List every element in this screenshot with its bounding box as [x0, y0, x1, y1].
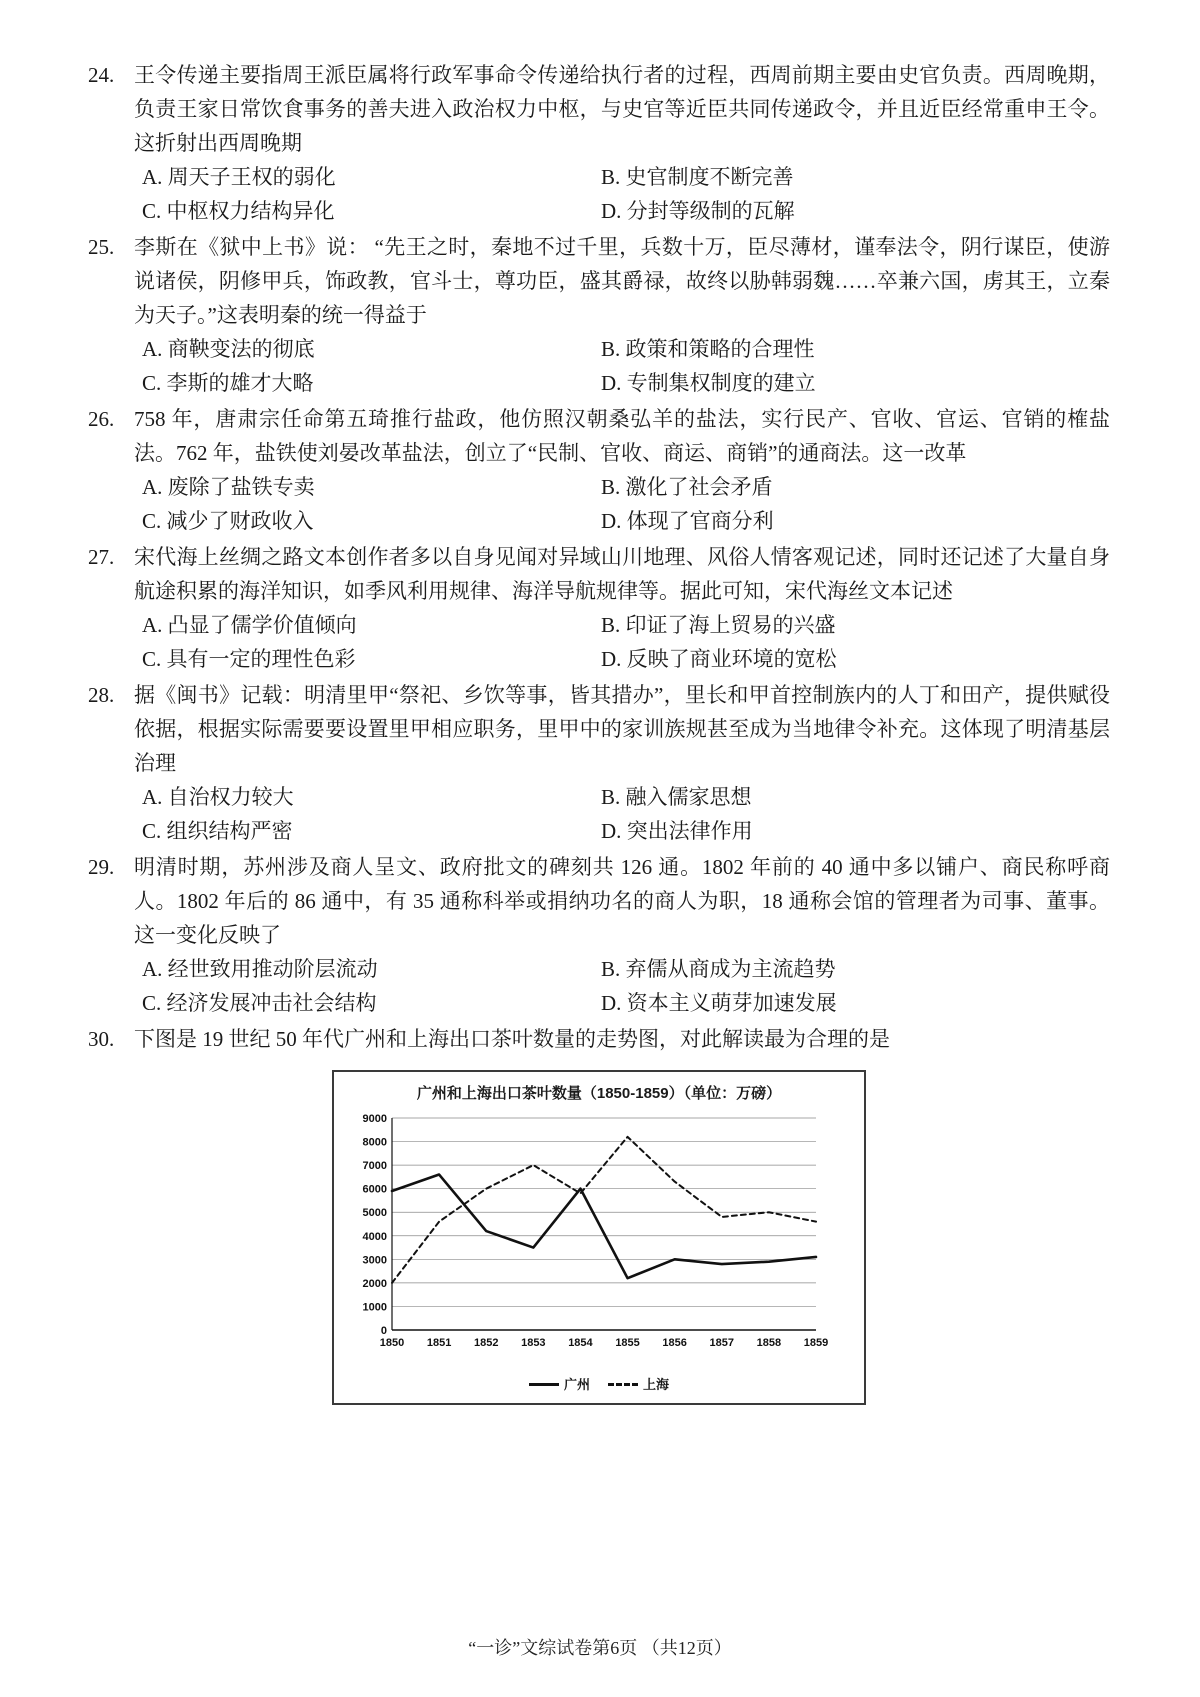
svg-text:7000: 7000: [362, 1160, 387, 1173]
option-c: C. 经济发展冲击社会结构: [142, 991, 377, 1016]
chart-legend: [344, 1374, 854, 1395]
svg-text:1000: 1000: [362, 1301, 387, 1314]
option-d: D. 反映了商业环境的宽松: [600, 647, 837, 672]
option-c: C. 减少了财政收入: [142, 509, 314, 534]
option-group: [134, 952, 1110, 1020]
option-d: D. 体现了官商分利: [600, 509, 774, 534]
option-b: B. 史官制度不断完善: [600, 165, 794, 190]
svg-text:1856: 1856: [662, 1336, 687, 1349]
svg-text:0: 0: [380, 1324, 387, 1337]
question-stem: 758 年，唐肃宗任命第五琦推行盐政，他仿照汉朝桑弘羊的盐法，实行民产、官收、官运、官销的榷盐法。762 年，盐铁使刘晏改革盐法，创立了“民制、官收、商运、商销”的通商法。这一改革: [134, 407, 1110, 466]
option-c: C. 李斯的雄才大略: [142, 371, 314, 396]
option-b: B. 弃儒从商成为主流趋势: [600, 957, 836, 982]
svg-text:1859: 1859: [803, 1336, 829, 1349]
option-a: A. 经世致用推动阶层流动: [142, 957, 378, 982]
tea-export-figure: [88, 1070, 1110, 1405]
option-d: D. 资本主义萌芽加速发展: [600, 991, 837, 1016]
dashed-line-icon: [608, 1383, 638, 1386]
svg-text:1857: 1857: [709, 1336, 735, 1349]
question-stem: 下图是 19 世纪 50 年代广州和上海出口茶叶数量的走势图，对此解读最为合理的是: [134, 1027, 890, 1052]
option-c: C. 组织结构严密: [142, 819, 293, 844]
question-number: 29.: [88, 855, 115, 880]
page-footer: “一诊”文综试卷第6页 （共12页）: [468, 1637, 732, 1658]
option-a: A. 周天子王权的弱化: [142, 165, 336, 190]
question-29: [88, 850, 1110, 1020]
option-d: D. 分封等级制的瓦解: [600, 199, 795, 224]
svg-text:1855: 1855: [615, 1336, 640, 1349]
question-24: [88, 58, 1110, 228]
option-b: B. 激化了社会矛盾: [600, 475, 773, 500]
line-chart: [344, 1110, 830, 1362]
question-stem: 明清时期，苏州涉及商人呈文、政府批文的碑刻共 126 通。1802 年前的 40 通中多以铺户、商民称呼商人。1802 年后的 86 通中，有 35 通称科举或捐纳功名的商人为职，18 通称会馆的管理者为司事、董事。这一变化反映了: [134, 855, 1110, 948]
option-c: C. 具有一定的理性色彩: [142, 647, 356, 672]
svg-text:5000: 5000: [362, 1207, 387, 1220]
question-27: [88, 540, 1110, 676]
svg-text:3000: 3000: [362, 1254, 387, 1267]
question-stem: 王令传递主要指周王派臣属将行政军事命令传递给执行者的过程，西周前期主要由史官负责。西周晚期，负责王家日常饮食事务的善夫进入政治权力中枢，与史官等近臣共同传递政令，并且近臣经常重申王令。这折射出西周晚期: [134, 63, 1110, 156]
svg-text:6000: 6000: [362, 1183, 387, 1196]
question-number: 26.: [88, 407, 115, 432]
option-b: B. 政策和策略的合理性: [600, 337, 815, 362]
svg-text:2000: 2000: [362, 1277, 387, 1290]
option-b: B. 印证了海上贸易的兴盛: [600, 613, 836, 638]
question-stem: 宋代海上丝绸之路文本创作者多以自身见闻对异域山川地理、风俗人情客观记述，同时还记述了大量自身航途积累的海洋知识，如季风利用规律、海洋导航规律等。据此可知，宋代海丝文本记述: [134, 545, 1110, 604]
question-number: 27.: [88, 545, 115, 570]
question-30: [88, 1022, 1110, 1056]
legend-item-guangzhou: [529, 1374, 590, 1395]
chart-frame: [332, 1070, 866, 1405]
option-group: [134, 780, 1110, 848]
option-d: D. 专制集权制度的建立: [600, 371, 816, 396]
question-number: 30.: [88, 1027, 115, 1052]
question-28: [88, 678, 1110, 848]
question-26: [88, 402, 1110, 538]
question-stem: 李斯在《狱中上书》说： “先王之时，秦地不过千里，兵数十万，臣尽薄材，谨奉法令，阴行谋臣，使游说诸侯，阴修甲兵，饰政教，官斗士，尊功臣，盛其爵禄，故终以胁韩弱魏……卒兼六国，虏其王，立秦为天子。”这表明秦的统一得益于: [134, 235, 1110, 328]
svg-text:1851: 1851: [426, 1336, 452, 1349]
option-a: A. 废除了盐铁专卖: [142, 475, 315, 500]
option-group: [134, 608, 1110, 676]
option-a: A. 自治权力较大: [142, 785, 294, 810]
svg-text:1854: 1854: [568, 1336, 593, 1349]
solid-line-icon: [529, 1383, 559, 1386]
legend-label: 上海: [643, 1376, 670, 1392]
option-d: D. 突出法律作用: [600, 819, 753, 844]
option-group: [134, 470, 1110, 538]
svg-text:4000: 4000: [362, 1230, 387, 1243]
svg-text:1852: 1852: [473, 1336, 499, 1349]
svg-text:1858: 1858: [756, 1336, 782, 1349]
svg-text:1850: 1850: [379, 1336, 405, 1349]
legend-item-shanghai: [608, 1374, 669, 1395]
option-group: [134, 160, 1110, 228]
legend-label: 广州: [563, 1376, 590, 1392]
svg-text:1853: 1853: [521, 1336, 546, 1349]
option-a: A. 商鞅变法的彻底: [142, 337, 315, 362]
svg-text:9000: 9000: [362, 1112, 387, 1125]
option-c: C. 中枢权力结构异化: [142, 199, 335, 224]
question-25: [88, 230, 1110, 400]
question-stem: 据《闽书》记载：明清里甲“祭祀、乡饮等事，皆其措办”，里长和甲首控制族内的人丁和田产，提供赋役依据，根据实际需要要设置里甲相应职务，里甲中的家训族规甚至成为当地律令补充。这体现了明清基层治理: [134, 683, 1110, 776]
option-b: B. 融入儒家思想: [600, 785, 752, 810]
option-group: [134, 332, 1110, 400]
chart-title: 广州和上海出口茶叶数量（1850-1859）（单位：万磅）: [416, 1085, 782, 1103]
question-number: 25.: [88, 235, 115, 260]
question-number: 28.: [88, 683, 115, 708]
svg-text:8000: 8000: [362, 1136, 387, 1149]
option-a: A. 凸显了儒学价值倾向: [142, 613, 357, 638]
question-number: 24.: [88, 63, 115, 87]
